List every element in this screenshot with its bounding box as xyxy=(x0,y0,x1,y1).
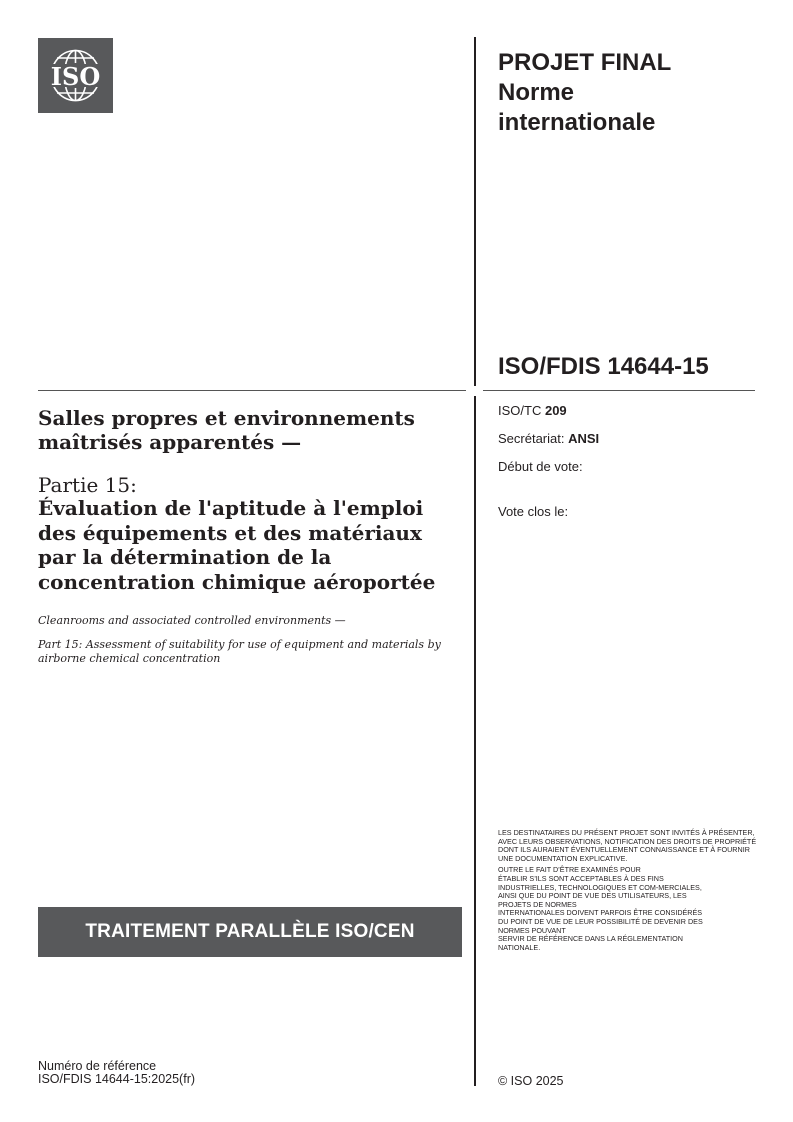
reference-number-block xyxy=(38,1060,195,1086)
notice-line: INDUSTRIELLES, TECHNOLOGIQUES ET COM-MERCIALES, xyxy=(498,882,702,892)
vertical-divider-top xyxy=(474,37,476,386)
notice-line: PROJETS DE NORMES xyxy=(498,899,577,909)
vote-end-label: Vote clos le: xyxy=(498,504,569,519)
svg-text:ISO: ISO xyxy=(50,62,101,91)
committee-label: ISO/TC xyxy=(498,403,542,418)
notice-line: DU POINT DE VUE DE LEUR POSSIBILITÉ DE DEVENIR DES xyxy=(498,916,703,926)
vote-start-label: Début de vote: xyxy=(498,459,583,474)
reference-label: Numéro de référence xyxy=(38,1059,157,1073)
notice-line: OUTRE LE FAIT D’ÊTRE EXAMINÉS POUR xyxy=(498,865,641,875)
committee-line xyxy=(498,403,567,418)
document-status-block xyxy=(498,48,671,138)
banner-text: TRAITEMENT PARALLÈLE ISO/CEN xyxy=(85,921,415,942)
document-status: PROJET FINAL xyxy=(498,49,672,76)
notice-paragraph-2 xyxy=(498,866,758,952)
notice-line: NORMES POUVANT xyxy=(498,925,566,935)
copyright: © ISO 2025 xyxy=(498,1074,564,1088)
notice-line: SERVIR DE RÉFÉRENCE DANS LA RÉGLEMENTATION xyxy=(498,934,683,944)
vertical-divider-bottom xyxy=(474,396,476,1086)
horizontal-rule-right xyxy=(483,390,755,391)
notice-line: AINSI QUE DU POINT DE VUE DES UTILISATEURS, LES xyxy=(498,891,687,901)
parallel-processing-banner xyxy=(38,907,462,957)
notice-line: ÉTABLIR S’ILS SONT ACCEPTABLES À DES FINS xyxy=(498,873,664,883)
secretariat-value: ANSI xyxy=(568,431,600,446)
horizontal-rule-left xyxy=(38,390,466,391)
iso-logo xyxy=(38,38,113,113)
part-label: Partie 15: xyxy=(38,473,137,497)
notice-paragraph-1: LES DESTINATAIRES DU PRÉSENT PROJET SONT INVITÉS À PRÉSENTER, AVEC LEURS OBSERVATIONS, NOTIFICATION DES DROITS DE PROPRIÉTÉ DONT ILS AURAIENT ÉVENTUELLEMENT CONNAISSANCE ET À FOURNIR UNE DOCUMENTATION EXPLICATIVE. xyxy=(498,828,757,863)
reference-value: ISO/FDIS 14644-15:2025(fr) xyxy=(38,1072,196,1086)
committee-value: 209 xyxy=(544,403,567,418)
draft-notice xyxy=(498,829,758,955)
secretariat-label: Secrétariat: xyxy=(498,431,565,446)
document-number: ISO/FDIS 14644-15 xyxy=(498,353,709,380)
english-title-main: Cleanrooms and associated controlled environments — xyxy=(38,614,346,627)
title-main: Salles propres et environnements maîtrisés apparentés — xyxy=(38,406,415,454)
document-type-line1: Norme xyxy=(498,79,575,106)
part-title: Évaluation de l'aptitude à l'emploi des équipements et des matériaux par la détermination de la concentration chimique aéroportée xyxy=(38,496,436,594)
secretariat-line xyxy=(498,431,599,446)
notice-line: NATIONALE. xyxy=(498,942,541,952)
document-type-line2: internationale xyxy=(498,109,656,136)
notice-line: INTERNATIONALES DOIVENT PARFOIS ÊTRE CONSIDÉRÉS xyxy=(498,908,703,918)
iso-globe-logo-icon xyxy=(38,38,113,113)
english-title-part: Part 15: Assessment of suitability for use of equipment and materials by airborne chemical concentration xyxy=(38,638,441,665)
